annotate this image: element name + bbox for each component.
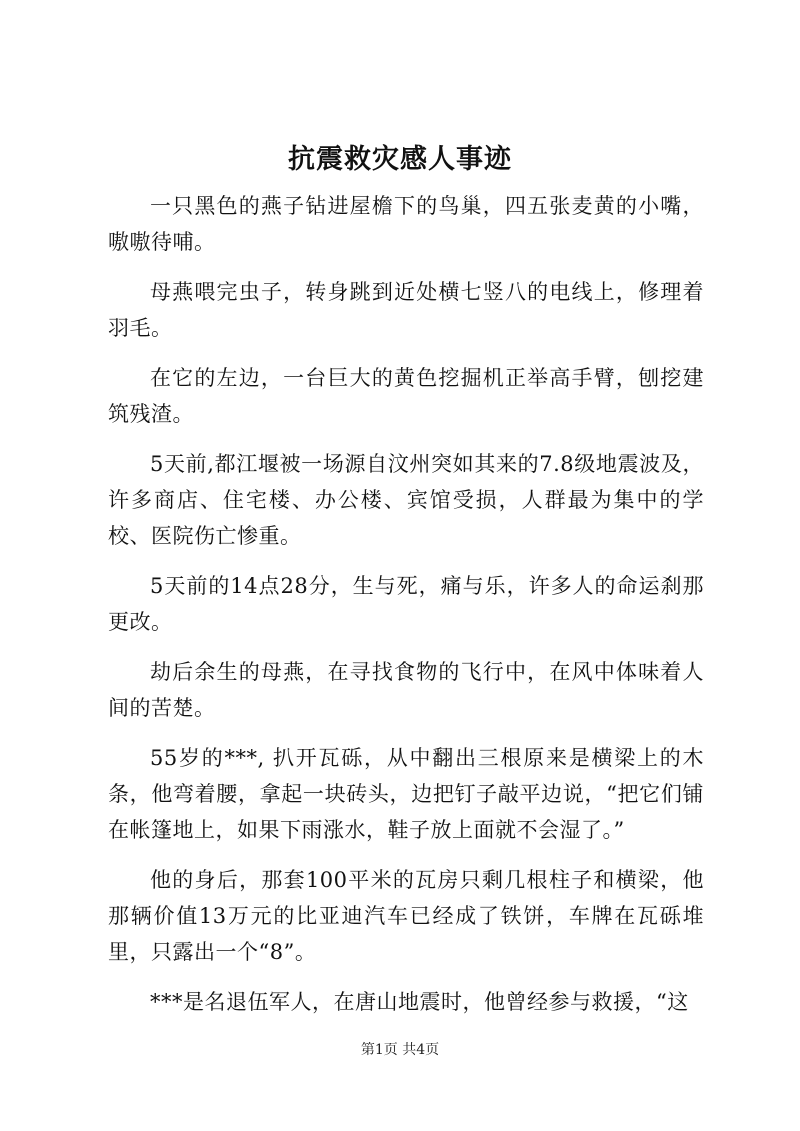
paragraph: 一只黑色的燕子钻进屋檐下的鸟巢，四五张麦黄的小嘴，嗷嗷待哺。 (108, 194, 704, 254)
paragraph: 55岁的***, 扒开瓦砾，从中翻出三根原来是横梁上的木条，他弯着腰，拿起一块砖头，边把钉子敲平边说，“把它们铺在帐篷地上，如果下雨涨水，鞋子放上面就不会湿了。” (108, 746, 704, 842)
paragraph: 5天前,都江堰被一场源自汶州突如其来的7.8级地震波及，许多商店、住宅楼、办公楼、宾馆受损，人群最为集中的学校、医院伤亡惨重。 (108, 452, 704, 548)
paragraph: 他的身后，那套100平米的瓦房只剩几根柱子和横梁，他那辆价值13万元的比亚迪汽车已经成了铁饼，车牌在瓦砾堆里，只露出一个“8”。 (108, 868, 704, 964)
page-title: 抗震救灾感人事迹 (288, 144, 512, 175)
paragraph: ***是名退伍军人，在唐山地震时，他曾经参与救援，“这 (150, 990, 689, 1014)
paragraph: 在它的左边，一台巨大的黄色挖掘机正举高手臂，刨挖建筑残渣。 (108, 366, 704, 426)
paragraph: 劫后余生的母燕，在寻找食物的飞行中，在风中体味着人间的苦楚。 (108, 660, 704, 720)
page-footer: 第1页 共4页 (360, 1042, 440, 1058)
paragraph: 5天前的14点28分，生与死，痛与乐，许多人的命运刹那更改。 (108, 574, 704, 634)
paragraph: 母燕喂完虫子，转身跳到近处横七竖八的电线上，修理着羽毛。 (108, 280, 704, 340)
document-body (108, 188, 704, 1034)
